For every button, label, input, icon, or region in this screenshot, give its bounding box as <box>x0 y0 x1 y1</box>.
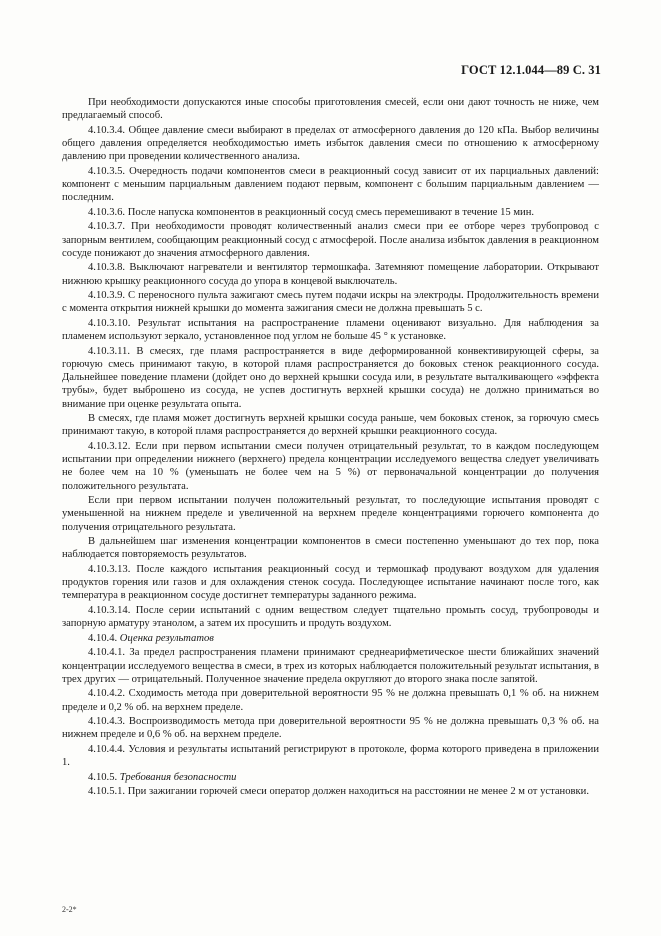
paragraph: При необходимости допускаются иные способы приготовления смесей, если они дают точность не ниже, чем предлагаемый способ. <box>62 97 599 122</box>
paragraph: 4.10.3.11. В смесях, где пламя распространяется в виде деформированной конвективирующей сферы, за горючую смесь принимают такую, в которой пламя распространяется до боковых стенок реакционного сосуда. Дальнейшее поведение пламени (дойдет оно до верхней крышки сосуда или, в результате выталкивающего «эффекта трубы», будет выброшено из сосуда, не успев достигнуть верхней крышки сосуда) не должно приниматься во внимание при оценке результата опыта. <box>62 345 599 410</box>
paragraph: 4.10.3.12. Если при первом испытании смеси получен отрицательный результат, то в каждом последующем испытании при определении нижнего (верхнего) предела концентрации исследуемого вещества следует увеличивать не более чем на 10 % (уменьшать не более чем на 5 %) от первоначальной концентрации до получения положительного результата. <box>62 440 599 492</box>
paragraph: 4.10.3.9. С переносного пульта зажигают смесь путем подачи искры на электроды. Продолжительность времени с момента открытия нижней крышки до момента зажигания смеси не должна превышать 5 с. <box>62 290 599 315</box>
section-title: Требования безопасности <box>119 771 237 783</box>
section-heading <box>62 632 599 645</box>
body-text <box>62 96 599 800</box>
paragraph: 4.10.3.4. Общее давление смеси выбирают в пределах от атмосферного давления до 120 кПа. Выбор величины общего давления определяется необходимостью иметь избыток давления смеси по отношению к атмосферному давлению при проведении количественного анализа. <box>62 124 599 163</box>
paragraph: 4.10.4.1. За предел распространения пламени принимают среднеарифметическое шести ближайших значений концентрации исследуемого вещества в смеси, в трех из которых наблюдается положительный результат испытания, в трех других — отрицательный. Полученное значение предела округляют до второго знака после запятой. <box>62 647 599 685</box>
page-footer-mark: 2-2* <box>62 905 77 914</box>
paragraph: В смесях, где пламя может достигнуть верхней крышки сосуда раньше, чем боковых стенок, за горючую смесь принимают такую, в которой пламя распространяется до верхней крышки реакционного сосуда. <box>62 413 599 438</box>
paragraph: Если при первом испытании получен положительный результат, то последующие испытания проводят с уменьшенной на нижнем пределе и увеличенной на верхнем пределе концентрациями горючего компонента до получения отрицательного результата. <box>62 495 599 533</box>
paragraph: 4.10.3.6. После напуска компонентов в реакционный сосуд смесь перемешивают в течение 15 мин. <box>88 206 535 218</box>
page-header: ГОСТ 12.1.044—89 С. 31 <box>461 63 601 77</box>
paragraph: 4.10.4.4. Условия и результаты испытаний регистрируют в протоколе, форма которого приведена в приложении 1. <box>62 743 599 769</box>
section-title: Оценка результатов <box>119 632 214 644</box>
section-heading <box>62 771 599 784</box>
section-number: 4.10.4. <box>88 632 118 644</box>
paragraph: 4.10.3.10. Результат испытания на распространение пламени оценивают визуально. Для наблюдения за пламенем используют зеркало, установленное под углом не больше 45 ° к установке. <box>62 317 599 343</box>
paragraph: 4.10.5.1. При зажигании горючей смеси оператор должен находиться на расстоянии не менее 2 м от установки. <box>88 786 589 798</box>
paragraph: 4.10.3.5. Очередность подачи компонентов смеси в реакционный сосуд зависит от их парциальных давлений: компонент с меньшим парциальным давлением подают первым, компонент с большим парциальным давлением — последним. <box>62 165 599 204</box>
paragraph: 4.10.3.14. После серии испытаний с одним веществом следует тщательно промыть сосуд, трубопроводы и запорную арматуру этанолом, а затем их просушить и продуть воздухом. <box>62 604 599 630</box>
paragraph: В дальнейшем шаг изменения концентрации компонентов в смеси постепенно уменьшают до тех пор, пока наблюдается повторяемость результатов. <box>62 536 599 561</box>
paragraph: 4.10.3.7. При необходимости проводят количественный анализ смеси при ее отборе через трубопровод с запорным вентилем, сообщающим реакционный сосуд с атмосферой. После анализа избыток давления в реакционном сосуде понижают до значения атмосферного давления. <box>62 221 599 259</box>
paragraph: 4.10.3.13. После каждого испытания реакционный сосуд и термошкаф продувают воздухом для удаления продуктов горения или газов и для охлаждения стенок сосуда. Последующее испытание начинают после того, как температура в реакционном сосуде достигнет температуры заданного режима. <box>62 563 599 602</box>
paragraph: 4.10.4.3. Воспроизводимость метода при доверительной вероятности 95 % не должна превышать 0,3 % об. на нижнем пределе и 0,6 % об. на верхнем пределе. <box>62 716 599 741</box>
paragraph: 4.10.4.2. Сходимость метода при доверительной вероятности 95 % не должна превышать 0,1 % об. на нижнем пределе и 0,2 % об. на верхнем пределе. <box>62 688 599 713</box>
section-number: 4.10.5. <box>88 771 118 783</box>
paragraph: 4.10.3.8. Выключают нагреватели и вентилятор термошкафа. Затемняют помещение лаборатории. Открывают нижнюю крышку реакционного сосуда до упора в концевой выключатель. <box>62 262 599 287</box>
